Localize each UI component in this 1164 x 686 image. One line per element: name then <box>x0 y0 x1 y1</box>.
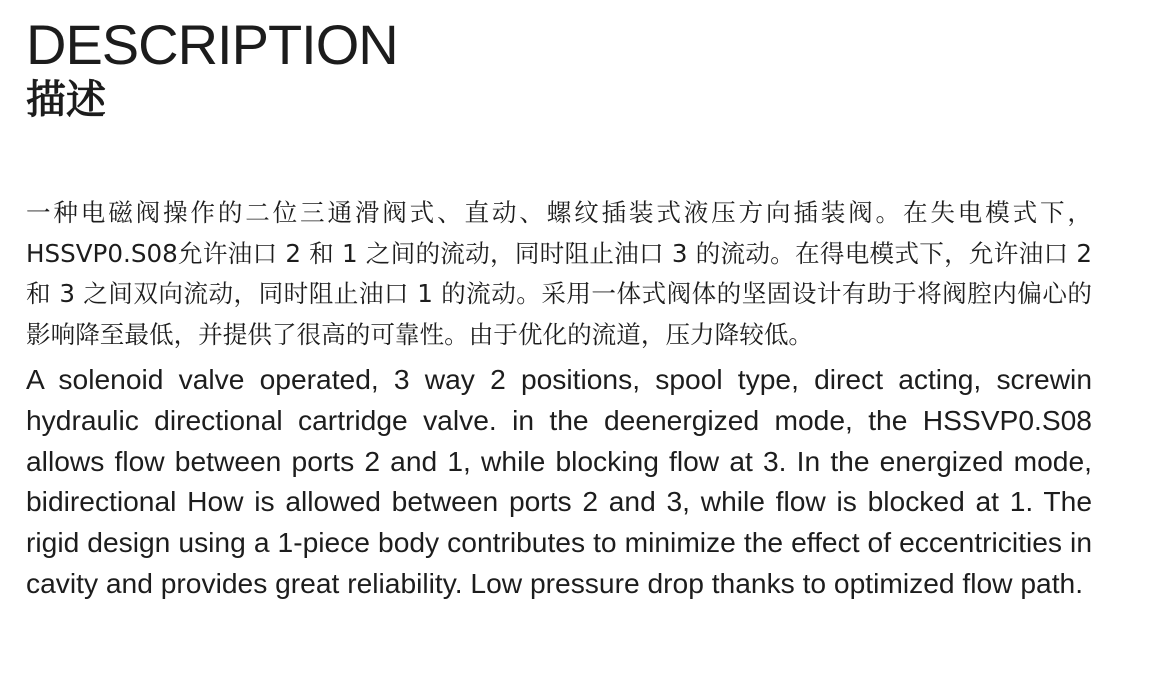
description-section <box>26 14 1092 604</box>
description-paragraph-zh: 一种电磁阀操作的二位三通滑阀式、直动、螺纹插装式液压方向插装阀。在失电模式下，HSSVP0.S08允许油口 2 和 1 之间的流动，同时阻止油口 3 的流动。在得电模式下，允许油口 2 和 3 之间双向流动，同时阻止油口 1 的流动。采用一体式阀体的坚固设计有助于将阀腔内偏心的影响降至最低，并提供了很高的可靠性。由于优化的流道，压力降较低。 <box>26 198 1092 349</box>
section-title-zh: 描述 <box>26 77 106 123</box>
description-paragraph-en: A solenoid valve operated, 3 way 2 positions, spool type, direct acting, screwin hydraulic directional cartridge valve. in the deenergized mode, the HSSVP0.S08 allows flow between ports 2 and 1, while blocking flow at 3. In the energized mode, bidirectional How is allowed between ports 2 and 3, while flow is blocked at 1. The rigid design using a 1-piece body contributes to minimize the effect of eccentricities in cavity and provides great reliability. Low pressure drop thanks to optimized flow path. <box>26 363 1092 599</box>
section-title-en: DESCRIPTION <box>26 13 398 76</box>
